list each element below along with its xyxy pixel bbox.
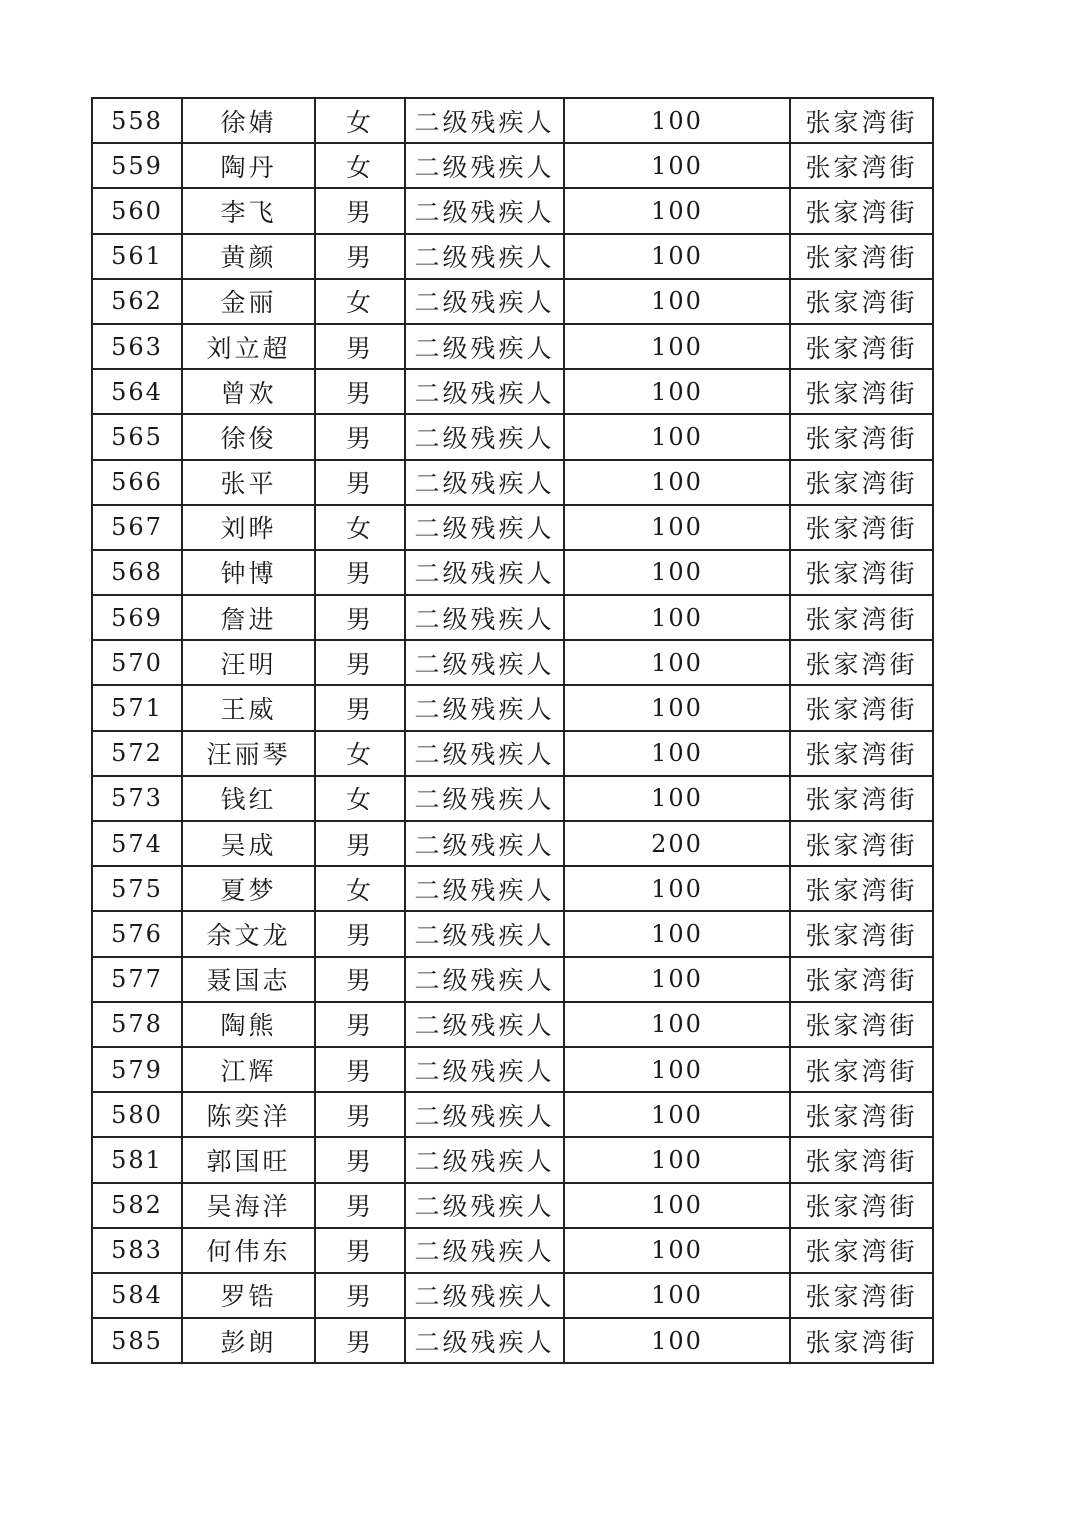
cell-number: 558 xyxy=(92,98,182,143)
cell-amount: 100 xyxy=(564,1047,790,1092)
cell-number: 560 xyxy=(92,188,182,233)
cell-number: 575 xyxy=(92,866,182,911)
cell-name: 吴海洋 xyxy=(182,1183,315,1228)
table-row xyxy=(92,324,933,369)
cell-category: 二级残疾人 xyxy=(405,957,564,1002)
cell-name: 江辉 xyxy=(182,1047,315,1092)
cell-gender: 女 xyxy=(315,866,405,911)
cell-number: 570 xyxy=(92,640,182,685)
cell-amount: 100 xyxy=(564,1183,790,1228)
cell-category: 二级残疾人 xyxy=(405,324,564,369)
cell-number: 581 xyxy=(92,1137,182,1182)
table-row xyxy=(92,866,933,911)
cell-gender: 女 xyxy=(315,98,405,143)
cell-street: 张家湾街 xyxy=(790,550,933,595)
cell-number: 578 xyxy=(92,1002,182,1047)
cell-category: 二级残疾人 xyxy=(405,505,564,550)
cell-number: 573 xyxy=(92,776,182,821)
cell-name: 徐婧 xyxy=(182,98,315,143)
cell-number: 572 xyxy=(92,731,182,776)
cell-amount: 100 xyxy=(564,866,790,911)
cell-number: 571 xyxy=(92,685,182,730)
cell-gender: 男 xyxy=(315,957,405,1002)
cell-amount: 200 xyxy=(564,821,790,866)
cell-category: 二级残疾人 xyxy=(405,414,564,459)
cell-category: 二级残疾人 xyxy=(405,1228,564,1273)
cell-gender: 男 xyxy=(315,1002,405,1047)
table-row xyxy=(92,1183,933,1228)
cell-amount: 100 xyxy=(564,1318,790,1363)
cell-category: 二级残疾人 xyxy=(405,143,564,188)
cell-number: 584 xyxy=(92,1273,182,1318)
cell-street: 张家湾街 xyxy=(790,234,933,279)
cell-amount: 100 xyxy=(564,234,790,279)
cell-street: 张家湾街 xyxy=(790,414,933,459)
table-row xyxy=(92,369,933,414)
cell-amount: 100 xyxy=(564,1137,790,1182)
cell-number: 576 xyxy=(92,911,182,956)
table-row xyxy=(92,1137,933,1182)
cell-category: 二级残疾人 xyxy=(405,550,564,595)
cell-number: 574 xyxy=(92,821,182,866)
cell-amount: 100 xyxy=(564,731,790,776)
cell-category: 二级残疾人 xyxy=(405,685,564,730)
cell-street: 张家湾街 xyxy=(790,1137,933,1182)
cell-amount: 100 xyxy=(564,369,790,414)
cell-amount: 100 xyxy=(564,324,790,369)
cell-name: 金丽 xyxy=(182,279,315,324)
cell-gender: 男 xyxy=(315,1228,405,1273)
table-row xyxy=(92,776,933,821)
cell-category: 二级残疾人 xyxy=(405,369,564,414)
cell-street: 张家湾街 xyxy=(790,1318,933,1363)
cell-street: 张家湾街 xyxy=(790,595,933,640)
cell-gender: 女 xyxy=(315,143,405,188)
cell-category: 二级残疾人 xyxy=(405,866,564,911)
cell-name: 聂国志 xyxy=(182,957,315,1002)
cell-amount: 100 xyxy=(564,1228,790,1273)
cell-gender: 男 xyxy=(315,550,405,595)
table-row xyxy=(92,1228,933,1273)
cell-amount: 100 xyxy=(564,640,790,685)
cell-category: 二级残疾人 xyxy=(405,1318,564,1363)
cell-gender: 男 xyxy=(315,595,405,640)
cell-category: 二级残疾人 xyxy=(405,188,564,233)
cell-category: 二级残疾人 xyxy=(405,821,564,866)
cell-street: 张家湾街 xyxy=(790,1092,933,1137)
cell-street: 张家湾街 xyxy=(790,1273,933,1318)
cell-name: 夏梦 xyxy=(182,866,315,911)
cell-street: 张家湾街 xyxy=(790,640,933,685)
cell-street: 张家湾街 xyxy=(790,98,933,143)
cell-category: 二级残疾人 xyxy=(405,1273,564,1318)
cell-number: 568 xyxy=(92,550,182,595)
cell-category: 二级残疾人 xyxy=(405,595,564,640)
cell-number: 564 xyxy=(92,369,182,414)
cell-number: 567 xyxy=(92,505,182,550)
cell-street: 张家湾街 xyxy=(790,685,933,730)
cell-category: 二级残疾人 xyxy=(405,1092,564,1137)
cell-amount: 100 xyxy=(564,98,790,143)
cell-name: 罗锆 xyxy=(182,1273,315,1318)
cell-number: 566 xyxy=(92,460,182,505)
cell-amount: 100 xyxy=(564,1273,790,1318)
cell-number: 577 xyxy=(92,957,182,1002)
cell-street: 张家湾街 xyxy=(790,505,933,550)
cell-amount: 100 xyxy=(564,1002,790,1047)
table-row xyxy=(92,279,933,324)
cell-gender: 男 xyxy=(315,1318,405,1363)
table-row xyxy=(92,821,933,866)
cell-number: 569 xyxy=(92,595,182,640)
cell-category: 二级残疾人 xyxy=(405,1183,564,1228)
cell-name: 詹进 xyxy=(182,595,315,640)
table-row xyxy=(92,1318,933,1363)
cell-name: 陈奕洋 xyxy=(182,1092,315,1137)
cell-amount: 100 xyxy=(564,279,790,324)
cell-amount: 100 xyxy=(564,188,790,233)
cell-amount: 100 xyxy=(564,776,790,821)
cell-street: 张家湾街 xyxy=(790,369,933,414)
cell-category: 二级残疾人 xyxy=(405,279,564,324)
cell-number: 562 xyxy=(92,279,182,324)
cell-gender: 男 xyxy=(315,234,405,279)
table-row xyxy=(92,1273,933,1318)
cell-category: 二级残疾人 xyxy=(405,1047,564,1092)
table-row xyxy=(92,640,933,685)
cell-name: 黄颜 xyxy=(182,234,315,279)
table-row xyxy=(92,460,933,505)
cell-gender: 男 xyxy=(315,369,405,414)
cell-gender: 女 xyxy=(315,279,405,324)
cell-category: 二级残疾人 xyxy=(405,1002,564,1047)
table-row xyxy=(92,188,933,233)
table-row xyxy=(92,1002,933,1047)
cell-number: 563 xyxy=(92,324,182,369)
cell-street: 张家湾街 xyxy=(790,143,933,188)
cell-number: 580 xyxy=(92,1092,182,1137)
cell-name: 曾欢 xyxy=(182,369,315,414)
cell-name: 刘晔 xyxy=(182,505,315,550)
cell-number: 565 xyxy=(92,414,182,459)
cell-street: 张家湾街 xyxy=(790,324,933,369)
cell-category: 二级残疾人 xyxy=(405,1137,564,1182)
cell-gender: 女 xyxy=(315,731,405,776)
roster-table xyxy=(91,97,934,1364)
cell-category: 二级残疾人 xyxy=(405,640,564,685)
cell-gender: 男 xyxy=(315,821,405,866)
cell-category: 二级残疾人 xyxy=(405,731,564,776)
table-row xyxy=(92,595,933,640)
cell-amount: 100 xyxy=(564,460,790,505)
cell-name: 吴成 xyxy=(182,821,315,866)
cell-number: 559 xyxy=(92,143,182,188)
cell-gender: 女 xyxy=(315,776,405,821)
cell-category: 二级残疾人 xyxy=(405,98,564,143)
cell-amount: 100 xyxy=(564,505,790,550)
cell-street: 张家湾街 xyxy=(790,866,933,911)
cell-street: 张家湾街 xyxy=(790,460,933,505)
table-row xyxy=(92,911,933,956)
cell-number: 561 xyxy=(92,234,182,279)
cell-gender: 男 xyxy=(315,1137,405,1182)
cell-gender: 男 xyxy=(315,1183,405,1228)
table-row xyxy=(92,731,933,776)
cell-street: 张家湾街 xyxy=(790,1047,933,1092)
table-row xyxy=(92,957,933,1002)
cell-gender: 男 xyxy=(315,324,405,369)
table-row xyxy=(92,685,933,730)
cell-name: 郭国旺 xyxy=(182,1137,315,1182)
cell-number: 585 xyxy=(92,1318,182,1363)
cell-street: 张家湾街 xyxy=(790,911,933,956)
cell-amount: 100 xyxy=(564,911,790,956)
table-row xyxy=(92,1092,933,1137)
cell-amount: 100 xyxy=(564,143,790,188)
cell-street: 张家湾街 xyxy=(790,776,933,821)
cell-amount: 100 xyxy=(564,550,790,595)
cell-category: 二级残疾人 xyxy=(405,460,564,505)
cell-amount: 100 xyxy=(564,414,790,459)
cell-name: 王威 xyxy=(182,685,315,730)
cell-name: 陶熊 xyxy=(182,1002,315,1047)
cell-name: 李飞 xyxy=(182,188,315,233)
table-row xyxy=(92,1047,933,1092)
table-row xyxy=(92,234,933,279)
cell-gender: 男 xyxy=(315,1273,405,1318)
cell-number: 579 xyxy=(92,1047,182,1092)
cell-name: 陶丹 xyxy=(182,143,315,188)
table-row xyxy=(92,98,933,143)
cell-gender: 女 xyxy=(315,505,405,550)
table-row xyxy=(92,505,933,550)
cell-name: 余文龙 xyxy=(182,911,315,956)
cell-amount: 100 xyxy=(564,685,790,730)
cell-number: 583 xyxy=(92,1228,182,1273)
cell-gender: 男 xyxy=(315,640,405,685)
cell-gender: 男 xyxy=(315,1047,405,1092)
cell-category: 二级残疾人 xyxy=(405,776,564,821)
cell-name: 张平 xyxy=(182,460,315,505)
cell-amount: 100 xyxy=(564,957,790,1002)
cell-category: 二级残疾人 xyxy=(405,234,564,279)
cell-street: 张家湾街 xyxy=(790,1228,933,1273)
table-row xyxy=(92,414,933,459)
cell-name: 汪明 xyxy=(182,640,315,685)
cell-amount: 100 xyxy=(564,595,790,640)
cell-name: 钱红 xyxy=(182,776,315,821)
cell-gender: 男 xyxy=(315,685,405,730)
cell-street: 张家湾街 xyxy=(790,821,933,866)
cell-name: 刘立超 xyxy=(182,324,315,369)
cell-name: 彭朗 xyxy=(182,1318,315,1363)
cell-name: 钟博 xyxy=(182,550,315,595)
cell-gender: 男 xyxy=(315,414,405,459)
table-row xyxy=(92,143,933,188)
cell-street: 张家湾街 xyxy=(790,957,933,1002)
cell-name: 汪丽琴 xyxy=(182,731,315,776)
cell-number: 582 xyxy=(92,1183,182,1228)
table-row xyxy=(92,550,933,595)
cell-name: 何伟东 xyxy=(182,1228,315,1273)
cell-gender: 男 xyxy=(315,911,405,956)
cell-category: 二级残疾人 xyxy=(405,911,564,956)
cell-street: 张家湾街 xyxy=(790,1183,933,1228)
cell-amount: 100 xyxy=(564,1092,790,1137)
cell-street: 张家湾街 xyxy=(790,279,933,324)
roster-body xyxy=(92,98,933,1363)
cell-gender: 男 xyxy=(315,460,405,505)
cell-name: 徐俊 xyxy=(182,414,315,459)
cell-gender: 男 xyxy=(315,1092,405,1137)
cell-street: 张家湾街 xyxy=(790,1002,933,1047)
cell-street: 张家湾街 xyxy=(790,188,933,233)
cell-street: 张家湾街 xyxy=(790,731,933,776)
cell-gender: 男 xyxy=(315,188,405,233)
